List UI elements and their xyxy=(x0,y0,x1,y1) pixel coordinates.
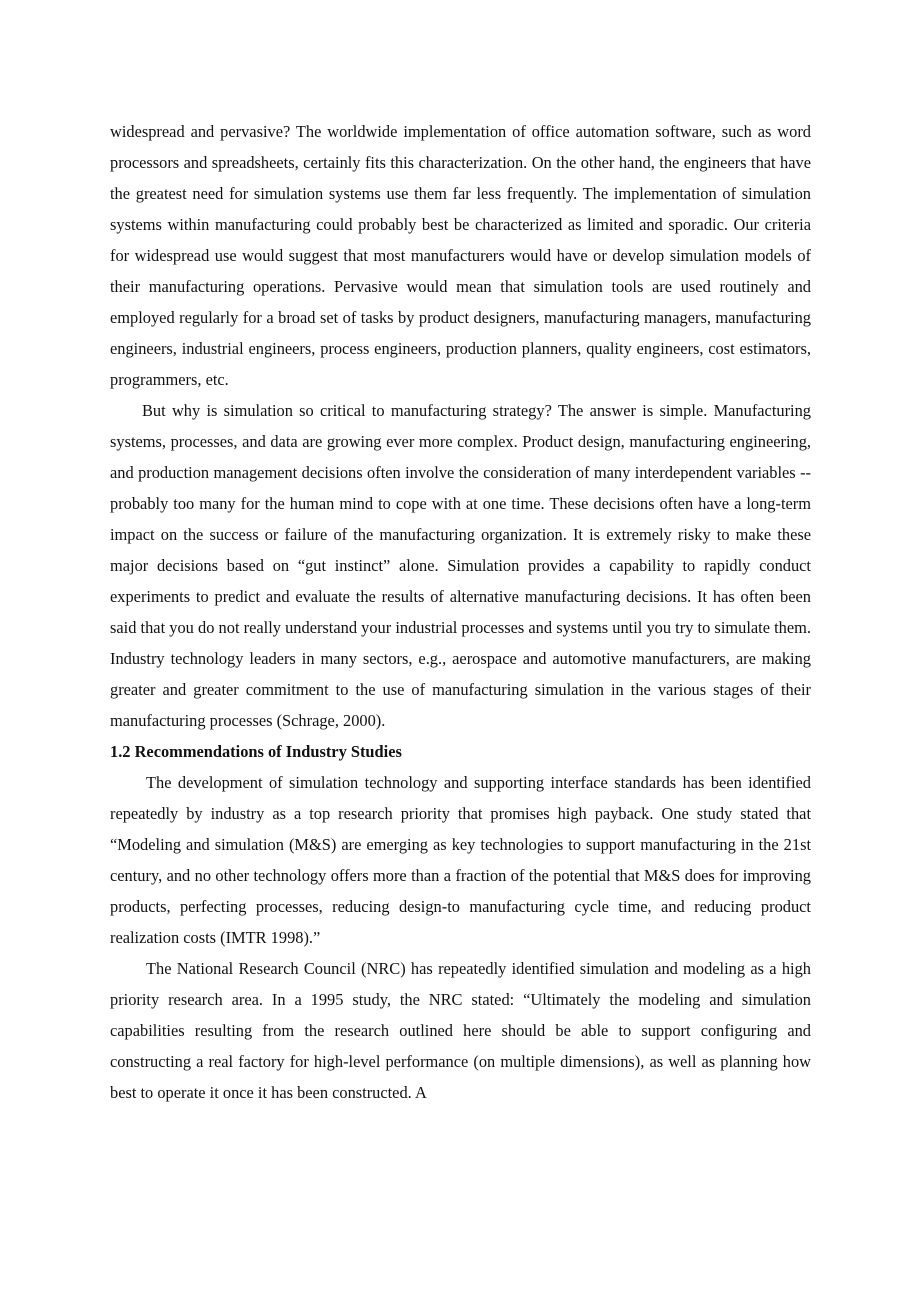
paragraph-industry-priority: The development of simulation technology and supporting interface standards has been identified repeatedly by industry as a top research priority that promises high payback. One study stated that “Modeling and simulation (M&S) are emerging as key technologies to support manufacturing in the 21st century, and no other technology offers more than a fraction of the potential that M&S does for improving products, perfecting processes, reducing design-to manufacturing cycle time, and reducing product realization costs (IMTR 1998).” xyxy=(110,773,811,947)
paragraph-continued: widespread and pervasive? The worldwide implementation of office automation software, such as word processors and spreadsheets, certainly fits this characterization. On the other hand, the engineers that have the greatest need for simulation systems use them far less frequently. The implementation of simulation systems within manufacturing could probably best be characterized as limited and sporadic. Our criteria for widespread use would suggest that most manufacturers would have or develop simulation models of their manufacturing operations. Pervasive would mean that simulation tools are used routinely and employed regularly for a broad set of tasks by product designers, manufacturing managers, manufacturing engineers, industrial engineers, process engineers, production planners, quality engineers, cost estimators, programmers, etc. xyxy=(110,122,811,389)
paragraph-nrc: The National Research Council (NRC) has repeatedly identified simulation and modeling as a high priority research area. In a 1995 study, the NRC stated: “Ultimately the modeling and simulation capabilities resulting from the research outlined here should be able to support configuring and constructing a real factory for high-level performance (on multiple dimensions), as well as planning how best to operate it once it has been constructed. A xyxy=(110,959,811,1102)
section-heading: 1.2 Recommendations of Industry Studies xyxy=(110,742,402,761)
document-page xyxy=(110,116,811,1108)
paragraph-simulation-critical: But why is simulation so critical to manufacturing strategy? The answer is simple. Manufacturing systems, processes, and data are growing ever more complex. Product design, manufacturing engineering, and production management decisions often involve the consideration of many interdependent variables -- probably too many for the human mind to cope with at one time. These decisions often have a long-term impact on the success or failure of the manufacturing organization. It is extremely risky to make these major decisions based on “gut instinct” alone. Simulation provides a capability to rapidly conduct experiments to predict and evaluate the results of alternative manufacturing decisions. It has often been said that you do not really understand your industrial processes and systems until you try to simulate them. Industry technology leaders in many sectors, e.g., aerospace and automotive manufacturers, are making greater and greater commitment to the use of manufacturing simulation in the various stages of their manufacturing processes (Schrage, 2000). xyxy=(110,401,811,730)
